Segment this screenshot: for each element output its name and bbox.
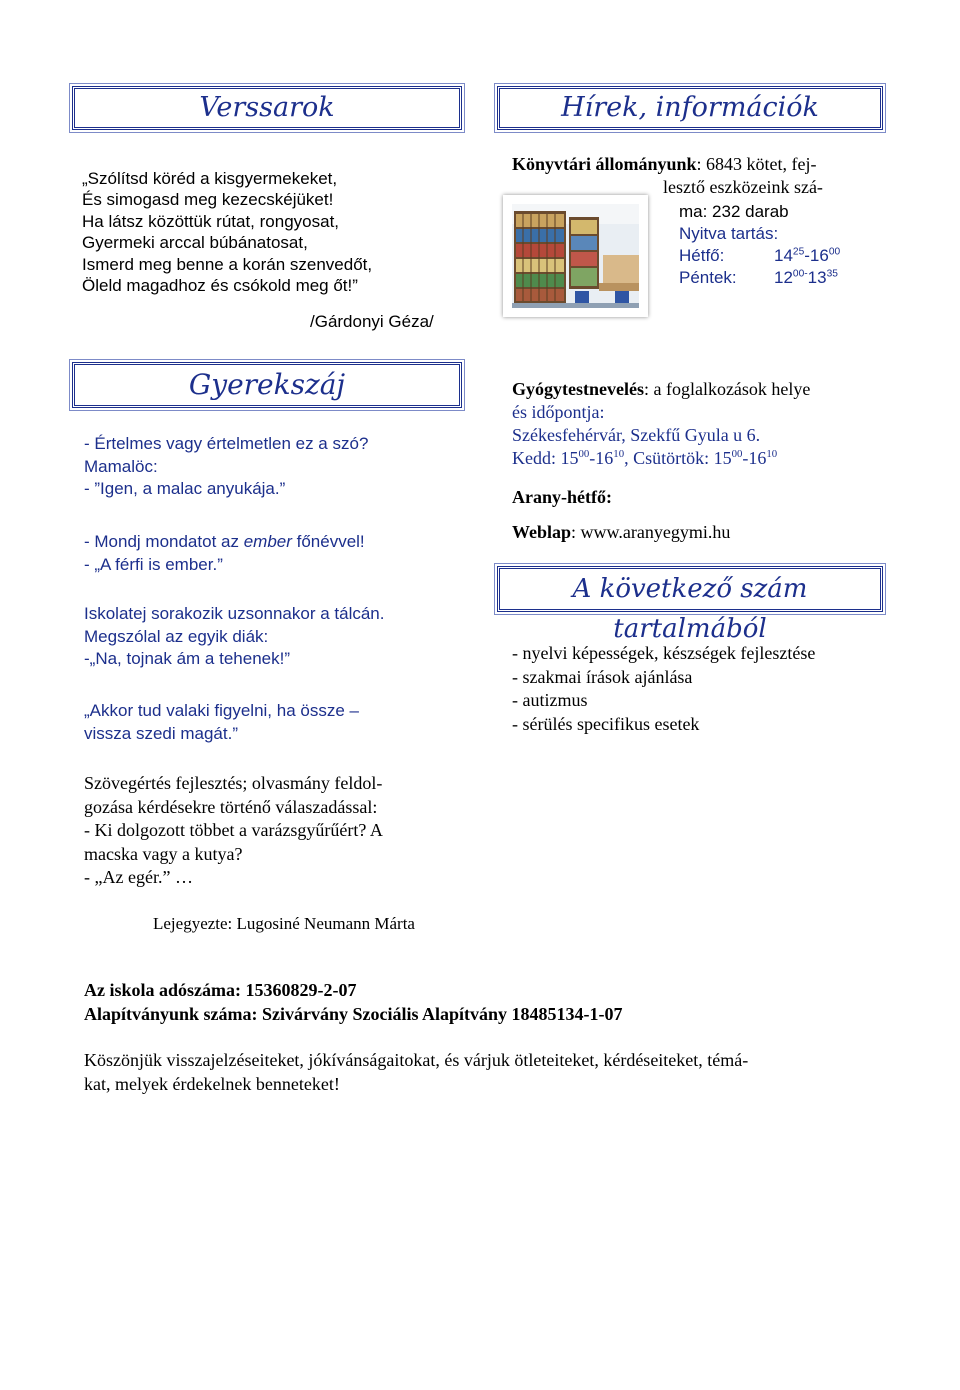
hetfo-label: Hétfő: xyxy=(679,246,725,265)
poem-line: Ismerd meg benne a korán szenvedőt, xyxy=(82,254,373,274)
kovetkezo-title: A következő szám tartalmából xyxy=(497,566,883,612)
alapitvany: Alapítványunk száma: Szivárvány Szociális Alapítvány 18485134-1-07 xyxy=(84,1004,623,1024)
poem xyxy=(82,168,372,296)
kedd-a: Kedd: 15 xyxy=(512,448,579,468)
weblap-label: Weblap xyxy=(512,522,572,542)
kovetkezo-item: - nyelvi képességek, készségek fejlesztése xyxy=(512,643,816,663)
gyogy-line-3: Székesfehérvár, Szekfű Gyula u 6. xyxy=(512,425,761,445)
kovetkezo-item: - autizmus xyxy=(512,690,588,710)
footer-ids xyxy=(84,978,623,1026)
footer-koszonjuk xyxy=(84,1048,748,1096)
kedd-d: 10 xyxy=(613,448,625,460)
szovegertes-line: - „Az egér.” … xyxy=(84,867,193,887)
hirek-sans-block xyxy=(679,201,840,289)
konyvtar-line-3: ma: 232 darab xyxy=(679,202,789,221)
poem-author: /Gárdonyi Géza/ xyxy=(310,312,434,331)
kovetkezo-item: - sérülés specifikus esetek xyxy=(512,713,700,734)
gyogy-bold: Gyógytestnevelés xyxy=(512,379,644,399)
pentek-row xyxy=(679,267,840,289)
gyogy-rest: : a foglalkozások helye xyxy=(643,379,811,399)
iskolatej-line: -„Na, tojnak ám a tehenek!” xyxy=(84,649,290,668)
gyerekszaj-block-2 xyxy=(84,531,365,576)
kedd-line xyxy=(512,447,810,470)
iskolatej-line: Megszólal az egyik diák: xyxy=(84,626,269,646)
pentek-m1: 00- xyxy=(792,268,808,280)
koszonjuk-line: kat, melyek érdekelnek benneteket! xyxy=(84,1074,340,1094)
pentek-label: Péntek: xyxy=(679,268,737,287)
konyvtar-line-2: lesztő eszközeink szá- xyxy=(663,177,823,197)
hetfo-row xyxy=(679,245,840,267)
verssarok-title: Verssarok xyxy=(72,86,462,130)
weblap-line xyxy=(512,522,730,543)
weblap-url: : www.aranyegymi.hu xyxy=(571,522,731,542)
mondj-line xyxy=(84,531,365,554)
koszonjuk-line: Köszönjük visszajelzéseiteket, jókívánságaitokat, és várjuk ötleteiteket, kérdéseiteket, témá- xyxy=(84,1050,749,1070)
gyerekszaj-line: - ”Igen, a malac anyukája.” xyxy=(84,479,286,498)
mondj-prefix: - Mondj mondatot az xyxy=(84,532,244,551)
ferfi-line: - „A férfi is ember.” xyxy=(84,554,223,574)
pentek-h2: 13 xyxy=(807,268,827,287)
konyvtar-bold: Könyvtári állományunk xyxy=(512,154,697,174)
gyogy-block xyxy=(512,378,810,470)
akkor-line: vissza szedi magát.” xyxy=(84,723,238,743)
poem-line: „Szólítsd köréd a kisgyermekeket, xyxy=(82,169,338,188)
szovegertes-line: gozása kérdésekre történő válaszadással: xyxy=(84,796,378,817)
hetfo-h2: -16 xyxy=(804,246,829,265)
lejegyezte: Lejegyezte: Lugosiné Neumann Márta xyxy=(153,914,415,933)
hetfo-m1: 25 xyxy=(792,246,805,258)
gyerekszaj-block-1 xyxy=(84,433,368,501)
kedd-h: 10 xyxy=(766,448,778,460)
gyerekszaj-block-3 xyxy=(84,603,385,671)
kedd-c: -16 xyxy=(589,448,614,468)
gyerekszaj-title: Gyerekszáj xyxy=(72,362,462,408)
adoszam: Az iskola adószáma: 15360829-2-07 xyxy=(84,980,357,1000)
mondj-suffix: főnévvel! xyxy=(291,532,365,551)
kovetkezo-item: - szakmai írások ajánlása xyxy=(512,666,693,687)
arany-hetfo: Arany-hétfő: xyxy=(512,487,612,507)
hirek-title: Hírek, információk xyxy=(497,86,883,130)
hetfo-m2: 00 xyxy=(828,246,841,258)
library-photo-image xyxy=(503,195,648,317)
kedd-g: -16 xyxy=(742,448,767,468)
gyerekszaj-line: - Értelmes vagy értelmetlen ez a szó? xyxy=(84,434,369,453)
kedd-e: , Csütörtök: 15 xyxy=(624,448,732,468)
szovegertes-block xyxy=(84,772,383,890)
iskolatej-line: Iskolatej sorakozik uzsonnakor a tálcán. xyxy=(84,604,385,623)
konyvtar-rest: : 6843 kötet, fej- xyxy=(696,154,817,174)
poem-line: És simogasd meg kezecskéjüket! xyxy=(82,190,334,210)
gyogy-line-2: és időpontja: xyxy=(512,402,605,422)
nyitva-tartas: Nyitva tartás: xyxy=(679,224,779,243)
library-photo xyxy=(503,195,648,317)
szovegertes-line: macska vagy a kutya? xyxy=(84,843,243,864)
poem-line: Ha látsz közöttük rútat, rongyosat, xyxy=(82,211,340,231)
szovegertes-line: - Ki dolgozott többet a varázsgyűrűért? A xyxy=(84,820,383,840)
pentek-m2: 35 xyxy=(826,268,838,280)
kovetkezo-list xyxy=(512,642,815,736)
gyerekszaj-line: Mamalöc: xyxy=(84,456,158,476)
kedd-b: 00 xyxy=(578,448,590,460)
poem-line: Öleld magadhoz és csókold meg őt!” xyxy=(82,276,358,296)
konyvtar-line-1 xyxy=(512,153,817,175)
hetfo-h1: 14 xyxy=(774,246,793,265)
kedd-f: 00 xyxy=(731,448,743,460)
pentek-h1: 12 xyxy=(774,268,793,287)
poem-line: Gyermeki arccal búbánatosat, xyxy=(82,233,308,253)
akkor-line: „Akkor tud valaki figyelni, ha össze – xyxy=(84,701,359,720)
gyogy-line-1 xyxy=(512,378,810,401)
szovegertes-line: Szövegértés fejlesztés; olvasmány feldol- xyxy=(84,773,383,793)
mondj-italic: ember xyxy=(243,532,292,551)
gyerekszaj-block-4 xyxy=(84,700,359,745)
